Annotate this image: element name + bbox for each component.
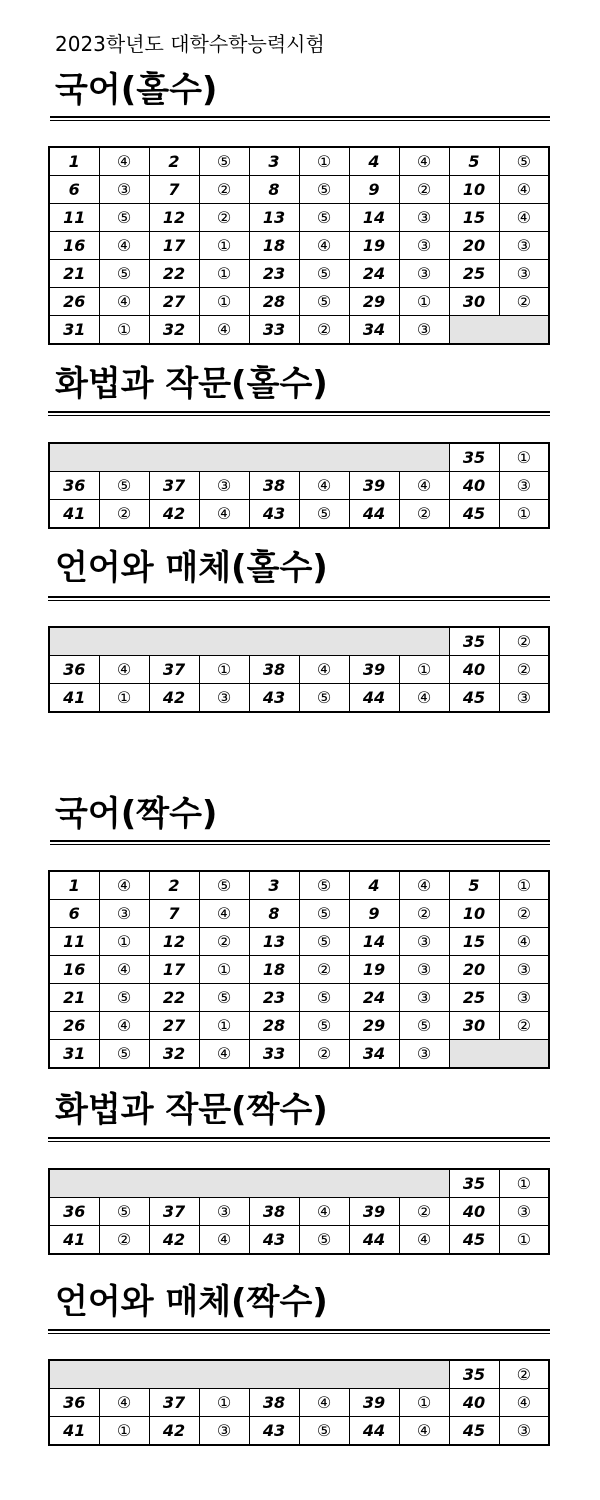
answer-choice: ② xyxy=(99,1226,149,1255)
answer-table-korean-even xyxy=(48,870,550,1069)
question-number: 39 xyxy=(349,656,399,684)
answer-choice: ④ xyxy=(99,232,149,260)
answer-choice: ④ xyxy=(99,656,149,684)
question-number: 30 xyxy=(449,288,499,316)
section-divider xyxy=(50,116,550,121)
answer-choice: ① xyxy=(99,316,149,345)
answer-choice: ① xyxy=(499,871,549,900)
question-number: 37 xyxy=(149,1389,199,1417)
question-number: 41 xyxy=(49,684,99,713)
question-number: 19 xyxy=(349,232,399,260)
answer-choice: ① xyxy=(499,443,549,472)
answer-choice: ④ xyxy=(199,316,249,345)
question-number: 3 xyxy=(249,147,299,176)
answer-choice: ③ xyxy=(399,956,449,984)
question-number: 32 xyxy=(149,1040,199,1069)
answer-choice: ④ xyxy=(399,871,449,900)
question-number: 43 xyxy=(249,500,299,529)
answer-choice: ⑤ xyxy=(99,204,149,232)
answer-choice: ② xyxy=(199,204,249,232)
section-title-korean-odd: 국어(홀수) xyxy=(55,70,218,110)
answer-choice: ③ xyxy=(499,1417,549,1446)
answer-choice: ⑤ xyxy=(299,928,349,956)
answer-choice: ③ xyxy=(199,684,249,713)
question-number: 35 xyxy=(449,1360,499,1389)
answer-choice: ③ xyxy=(399,260,449,288)
question-number: 37 xyxy=(149,472,199,500)
table-row xyxy=(49,204,549,232)
answer-table-language-odd xyxy=(48,626,550,713)
question-number: 7 xyxy=(149,176,199,204)
question-number: 25 xyxy=(449,260,499,288)
answer-table-language-even xyxy=(48,1359,550,1446)
question-number: 5 xyxy=(449,147,499,176)
section-title-speech-odd: 화법과 작문(홀수) xyxy=(55,364,328,404)
question-number: 14 xyxy=(349,204,399,232)
answer-choice: ④ xyxy=(499,176,549,204)
answer-choice: ① xyxy=(99,1417,149,1446)
answer-choice: ② xyxy=(499,900,549,928)
question-number: 36 xyxy=(49,1198,99,1226)
answer-choice: ⑤ xyxy=(199,147,249,176)
table-row xyxy=(49,900,549,928)
answer-choice: ④ xyxy=(399,1226,449,1255)
answer-choice: ④ xyxy=(399,684,449,713)
question-number: 40 xyxy=(449,1198,499,1226)
answer-choice: ⑤ xyxy=(99,472,149,500)
question-number: 44 xyxy=(349,684,399,713)
answer-choice: ③ xyxy=(199,1198,249,1226)
question-number: 45 xyxy=(449,1226,499,1255)
table-row xyxy=(49,871,549,900)
question-number: 42 xyxy=(149,684,199,713)
table-row xyxy=(49,472,549,500)
question-number: 43 xyxy=(249,1226,299,1255)
answer-table-speech-odd xyxy=(48,442,550,529)
answer-choice: ⑤ xyxy=(299,684,349,713)
answer-choice: ③ xyxy=(99,900,149,928)
answer-choice: ① xyxy=(299,147,349,176)
answer-choice: ④ xyxy=(99,1012,149,1040)
question-number: 21 xyxy=(49,260,99,288)
answer-choice: ⑤ xyxy=(299,260,349,288)
answer-choice: ③ xyxy=(199,1417,249,1446)
answer-choice: ② xyxy=(299,316,349,345)
answer-choice: ② xyxy=(499,288,549,316)
question-number: 44 xyxy=(349,500,399,529)
question-number: 43 xyxy=(249,1417,299,1446)
question-number: 15 xyxy=(449,928,499,956)
answer-choice: ④ xyxy=(299,1389,349,1417)
answer-choice: ④ xyxy=(299,472,349,500)
answer-choice: ④ xyxy=(299,232,349,260)
question-number: 8 xyxy=(249,176,299,204)
question-number: 41 xyxy=(49,500,99,529)
table-row xyxy=(49,1012,549,1040)
question-number: 35 xyxy=(449,1169,499,1198)
question-number: 32 xyxy=(149,316,199,345)
question-number: 37 xyxy=(149,1198,199,1226)
table-row xyxy=(49,1040,549,1069)
answer-choice: ④ xyxy=(99,1389,149,1417)
question-number: 20 xyxy=(449,232,499,260)
answer-choice: ② xyxy=(299,1040,349,1069)
question-number: 8 xyxy=(249,900,299,928)
question-number: 25 xyxy=(449,984,499,1012)
question-number: 7 xyxy=(149,900,199,928)
answer-choice: ③ xyxy=(199,472,249,500)
question-number: 16 xyxy=(49,956,99,984)
answer-choice: ③ xyxy=(399,928,449,956)
section-divider xyxy=(48,1329,550,1334)
question-number: 23 xyxy=(249,984,299,1012)
exam-title: 2023학년도 대학수학능력시험 xyxy=(55,32,325,56)
answer-choice: ① xyxy=(399,1389,449,1417)
table-row xyxy=(49,316,549,345)
question-number: 9 xyxy=(349,176,399,204)
question-number: 16 xyxy=(49,232,99,260)
answer-choice: ② xyxy=(499,1012,549,1040)
question-number: 42 xyxy=(149,1417,199,1446)
table-row xyxy=(49,928,549,956)
question-number: 40 xyxy=(449,1389,499,1417)
question-number: 13 xyxy=(249,204,299,232)
answer-choice: ③ xyxy=(399,316,449,345)
question-number: 11 xyxy=(49,928,99,956)
answer-choice: ② xyxy=(199,928,249,956)
question-number: 38 xyxy=(249,472,299,500)
question-number: 37 xyxy=(149,656,199,684)
question-number: 3 xyxy=(249,871,299,900)
answer-table-speech-even xyxy=(48,1168,550,1255)
empty-cell xyxy=(49,1360,449,1389)
question-number: 26 xyxy=(49,1012,99,1040)
question-number: 35 xyxy=(449,627,499,656)
question-number: 28 xyxy=(249,1012,299,1040)
question-number: 45 xyxy=(449,1417,499,1446)
answer-choice: ③ xyxy=(499,956,549,984)
table-row xyxy=(49,1389,549,1417)
answer-choice: ④ xyxy=(99,956,149,984)
answer-choice: ⑤ xyxy=(299,1417,349,1446)
answer-choice: ④ xyxy=(199,1226,249,1255)
answer-choice: ① xyxy=(399,288,449,316)
answer-choice: ⑤ xyxy=(299,1226,349,1255)
table-row xyxy=(49,627,549,656)
section-divider xyxy=(50,840,550,845)
question-number: 33 xyxy=(249,1040,299,1069)
question-number: 38 xyxy=(249,1389,299,1417)
table-row xyxy=(49,956,549,984)
question-number: 38 xyxy=(249,656,299,684)
question-number: 34 xyxy=(349,316,399,345)
answer-choice: ③ xyxy=(499,684,549,713)
answer-choice: ① xyxy=(99,684,149,713)
question-number: 10 xyxy=(449,176,499,204)
table-row xyxy=(49,260,549,288)
answer-choice: ⑤ xyxy=(399,1012,449,1040)
answer-choice: ① xyxy=(99,928,149,956)
question-number: 36 xyxy=(49,656,99,684)
answer-choice: ⑤ xyxy=(99,1198,149,1226)
question-number: 24 xyxy=(349,984,399,1012)
section-divider xyxy=(48,596,550,601)
answer-choice: ① xyxy=(199,288,249,316)
answer-choice: ① xyxy=(199,656,249,684)
answer-choice: ③ xyxy=(399,1040,449,1069)
answer-choice: ⑤ xyxy=(499,147,549,176)
question-number: 4 xyxy=(349,147,399,176)
answer-choice: ⑤ xyxy=(299,900,349,928)
question-number: 21 xyxy=(49,984,99,1012)
question-number: 35 xyxy=(449,443,499,472)
question-number: 28 xyxy=(249,288,299,316)
answer-choice: ① xyxy=(199,1389,249,1417)
question-number: 10 xyxy=(449,900,499,928)
section-title-language-odd: 언어와 매체(홀수) xyxy=(55,548,328,588)
answer-choice: ① xyxy=(199,260,249,288)
question-number: 5 xyxy=(449,871,499,900)
question-number: 27 xyxy=(149,288,199,316)
section-divider xyxy=(48,411,550,416)
answer-choice: ④ xyxy=(199,500,249,529)
answer-choice: ② xyxy=(399,900,449,928)
table-row xyxy=(49,684,549,713)
answer-choice: ⑤ xyxy=(299,500,349,529)
question-number: 43 xyxy=(249,684,299,713)
table-row xyxy=(49,443,549,472)
table-row xyxy=(49,1226,549,1255)
answer-choice: ⑤ xyxy=(99,984,149,1012)
table-row xyxy=(49,1198,549,1226)
question-number: 31 xyxy=(49,316,99,345)
answer-choice: ④ xyxy=(199,1040,249,1069)
answer-choice: ② xyxy=(399,176,449,204)
answer-choice: ④ xyxy=(399,147,449,176)
answer-choice: ④ xyxy=(299,1198,349,1226)
answer-choice: ④ xyxy=(99,871,149,900)
question-number: 39 xyxy=(349,472,399,500)
table-row xyxy=(49,176,549,204)
empty-cell xyxy=(449,316,549,345)
empty-cell xyxy=(49,443,449,472)
table-row xyxy=(49,147,549,176)
answer-choice: ② xyxy=(299,956,349,984)
question-number: 40 xyxy=(449,472,499,500)
table-row xyxy=(49,984,549,1012)
question-number: 12 xyxy=(149,204,199,232)
answer-choice: ④ xyxy=(99,147,149,176)
answer-choice: ③ xyxy=(499,260,549,288)
answer-choice: ④ xyxy=(99,288,149,316)
question-number: 4 xyxy=(349,871,399,900)
answer-choice: ② xyxy=(499,627,549,656)
question-number: 41 xyxy=(49,1417,99,1446)
question-number: 1 xyxy=(49,147,99,176)
answer-choice: ③ xyxy=(499,472,549,500)
question-number: 27 xyxy=(149,1012,199,1040)
answer-choice: ④ xyxy=(499,1389,549,1417)
answer-choice: ① xyxy=(499,1169,549,1198)
question-number: 29 xyxy=(349,1012,399,1040)
question-number: 18 xyxy=(249,232,299,260)
answer-choice: ⑤ xyxy=(99,260,149,288)
empty-cell xyxy=(49,1169,449,1198)
answer-choice: ③ xyxy=(499,1198,549,1226)
question-number: 45 xyxy=(449,684,499,713)
empty-cell xyxy=(449,1040,549,1069)
question-number: 15 xyxy=(449,204,499,232)
question-number: 14 xyxy=(349,928,399,956)
answer-choice: ② xyxy=(399,1198,449,1226)
answer-choice: ② xyxy=(199,176,249,204)
answer-choice: ③ xyxy=(399,984,449,1012)
answer-choice: ④ xyxy=(399,1417,449,1446)
question-number: 13 xyxy=(249,928,299,956)
table-row xyxy=(49,1360,549,1389)
answer-choice: ③ xyxy=(499,984,549,1012)
answer-choice: ③ xyxy=(399,232,449,260)
section-title-language-even: 언어와 매체(짝수) xyxy=(55,1282,328,1322)
answer-choice: ⑤ xyxy=(199,984,249,1012)
answer-choice: ② xyxy=(399,500,449,529)
section-title-speech-even: 화법과 작문(짝수) xyxy=(55,1090,328,1130)
answer-choice: ⑤ xyxy=(299,871,349,900)
answer-choice: ⑤ xyxy=(99,1040,149,1069)
question-number: 44 xyxy=(349,1226,399,1255)
answer-choice: ① xyxy=(499,500,549,529)
answer-table-korean-odd xyxy=(48,146,550,345)
answer-choice: ⑤ xyxy=(299,176,349,204)
table-row xyxy=(49,1417,549,1446)
question-number: 42 xyxy=(149,1226,199,1255)
table-row xyxy=(49,656,549,684)
question-number: 40 xyxy=(449,656,499,684)
answer-choice: ① xyxy=(199,956,249,984)
answer-choice: ④ xyxy=(199,900,249,928)
answer-choice: ④ xyxy=(499,928,549,956)
question-number: 44 xyxy=(349,1417,399,1446)
answer-choice: ⑤ xyxy=(299,204,349,232)
question-number: 39 xyxy=(349,1198,399,1226)
question-number: 30 xyxy=(449,1012,499,1040)
question-number: 22 xyxy=(149,984,199,1012)
answer-choice: ② xyxy=(499,656,549,684)
question-number: 24 xyxy=(349,260,399,288)
section-divider xyxy=(48,1137,550,1142)
answer-choice: ③ xyxy=(99,176,149,204)
empty-cell xyxy=(49,627,449,656)
question-number: 2 xyxy=(149,871,199,900)
table-row xyxy=(49,1169,549,1198)
question-number: 11 xyxy=(49,204,99,232)
answer-choice: ① xyxy=(199,232,249,260)
question-number: 17 xyxy=(149,956,199,984)
question-number: 36 xyxy=(49,472,99,500)
question-number: 39 xyxy=(349,1389,399,1417)
answer-choice: ② xyxy=(99,500,149,529)
question-number: 29 xyxy=(349,288,399,316)
question-number: 41 xyxy=(49,1226,99,1255)
answer-choice: ② xyxy=(499,1360,549,1389)
answer-choice: ① xyxy=(199,1012,249,1040)
question-number: 19 xyxy=(349,956,399,984)
question-number: 2 xyxy=(149,147,199,176)
question-number: 38 xyxy=(249,1198,299,1226)
question-number: 26 xyxy=(49,288,99,316)
table-row xyxy=(49,232,549,260)
answer-choice: ⑤ xyxy=(299,288,349,316)
answer-choice: ③ xyxy=(399,204,449,232)
question-number: 31 xyxy=(49,1040,99,1069)
question-number: 6 xyxy=(49,900,99,928)
question-number: 42 xyxy=(149,500,199,529)
answer-choice: ① xyxy=(499,1226,549,1255)
answer-choice: ④ xyxy=(499,204,549,232)
question-number: 34 xyxy=(349,1040,399,1069)
question-number: 20 xyxy=(449,956,499,984)
table-row xyxy=(49,288,549,316)
answer-choice: ① xyxy=(399,656,449,684)
answer-choice: ③ xyxy=(499,232,549,260)
question-number: 17 xyxy=(149,232,199,260)
question-number: 36 xyxy=(49,1389,99,1417)
question-number: 45 xyxy=(449,500,499,529)
answer-choice: ④ xyxy=(299,656,349,684)
question-number: 33 xyxy=(249,316,299,345)
question-number: 9 xyxy=(349,900,399,928)
answer-choice: ④ xyxy=(399,472,449,500)
answer-choice: ⑤ xyxy=(299,1012,349,1040)
question-number: 18 xyxy=(249,956,299,984)
answer-choice: ⑤ xyxy=(199,871,249,900)
section-title-korean-even: 국어(짝수) xyxy=(55,794,218,834)
table-row xyxy=(49,500,549,529)
question-number: 1 xyxy=(49,871,99,900)
question-number: 22 xyxy=(149,260,199,288)
question-number: 6 xyxy=(49,176,99,204)
question-number: 23 xyxy=(249,260,299,288)
question-number: 12 xyxy=(149,928,199,956)
answer-choice: ⑤ xyxy=(299,984,349,1012)
